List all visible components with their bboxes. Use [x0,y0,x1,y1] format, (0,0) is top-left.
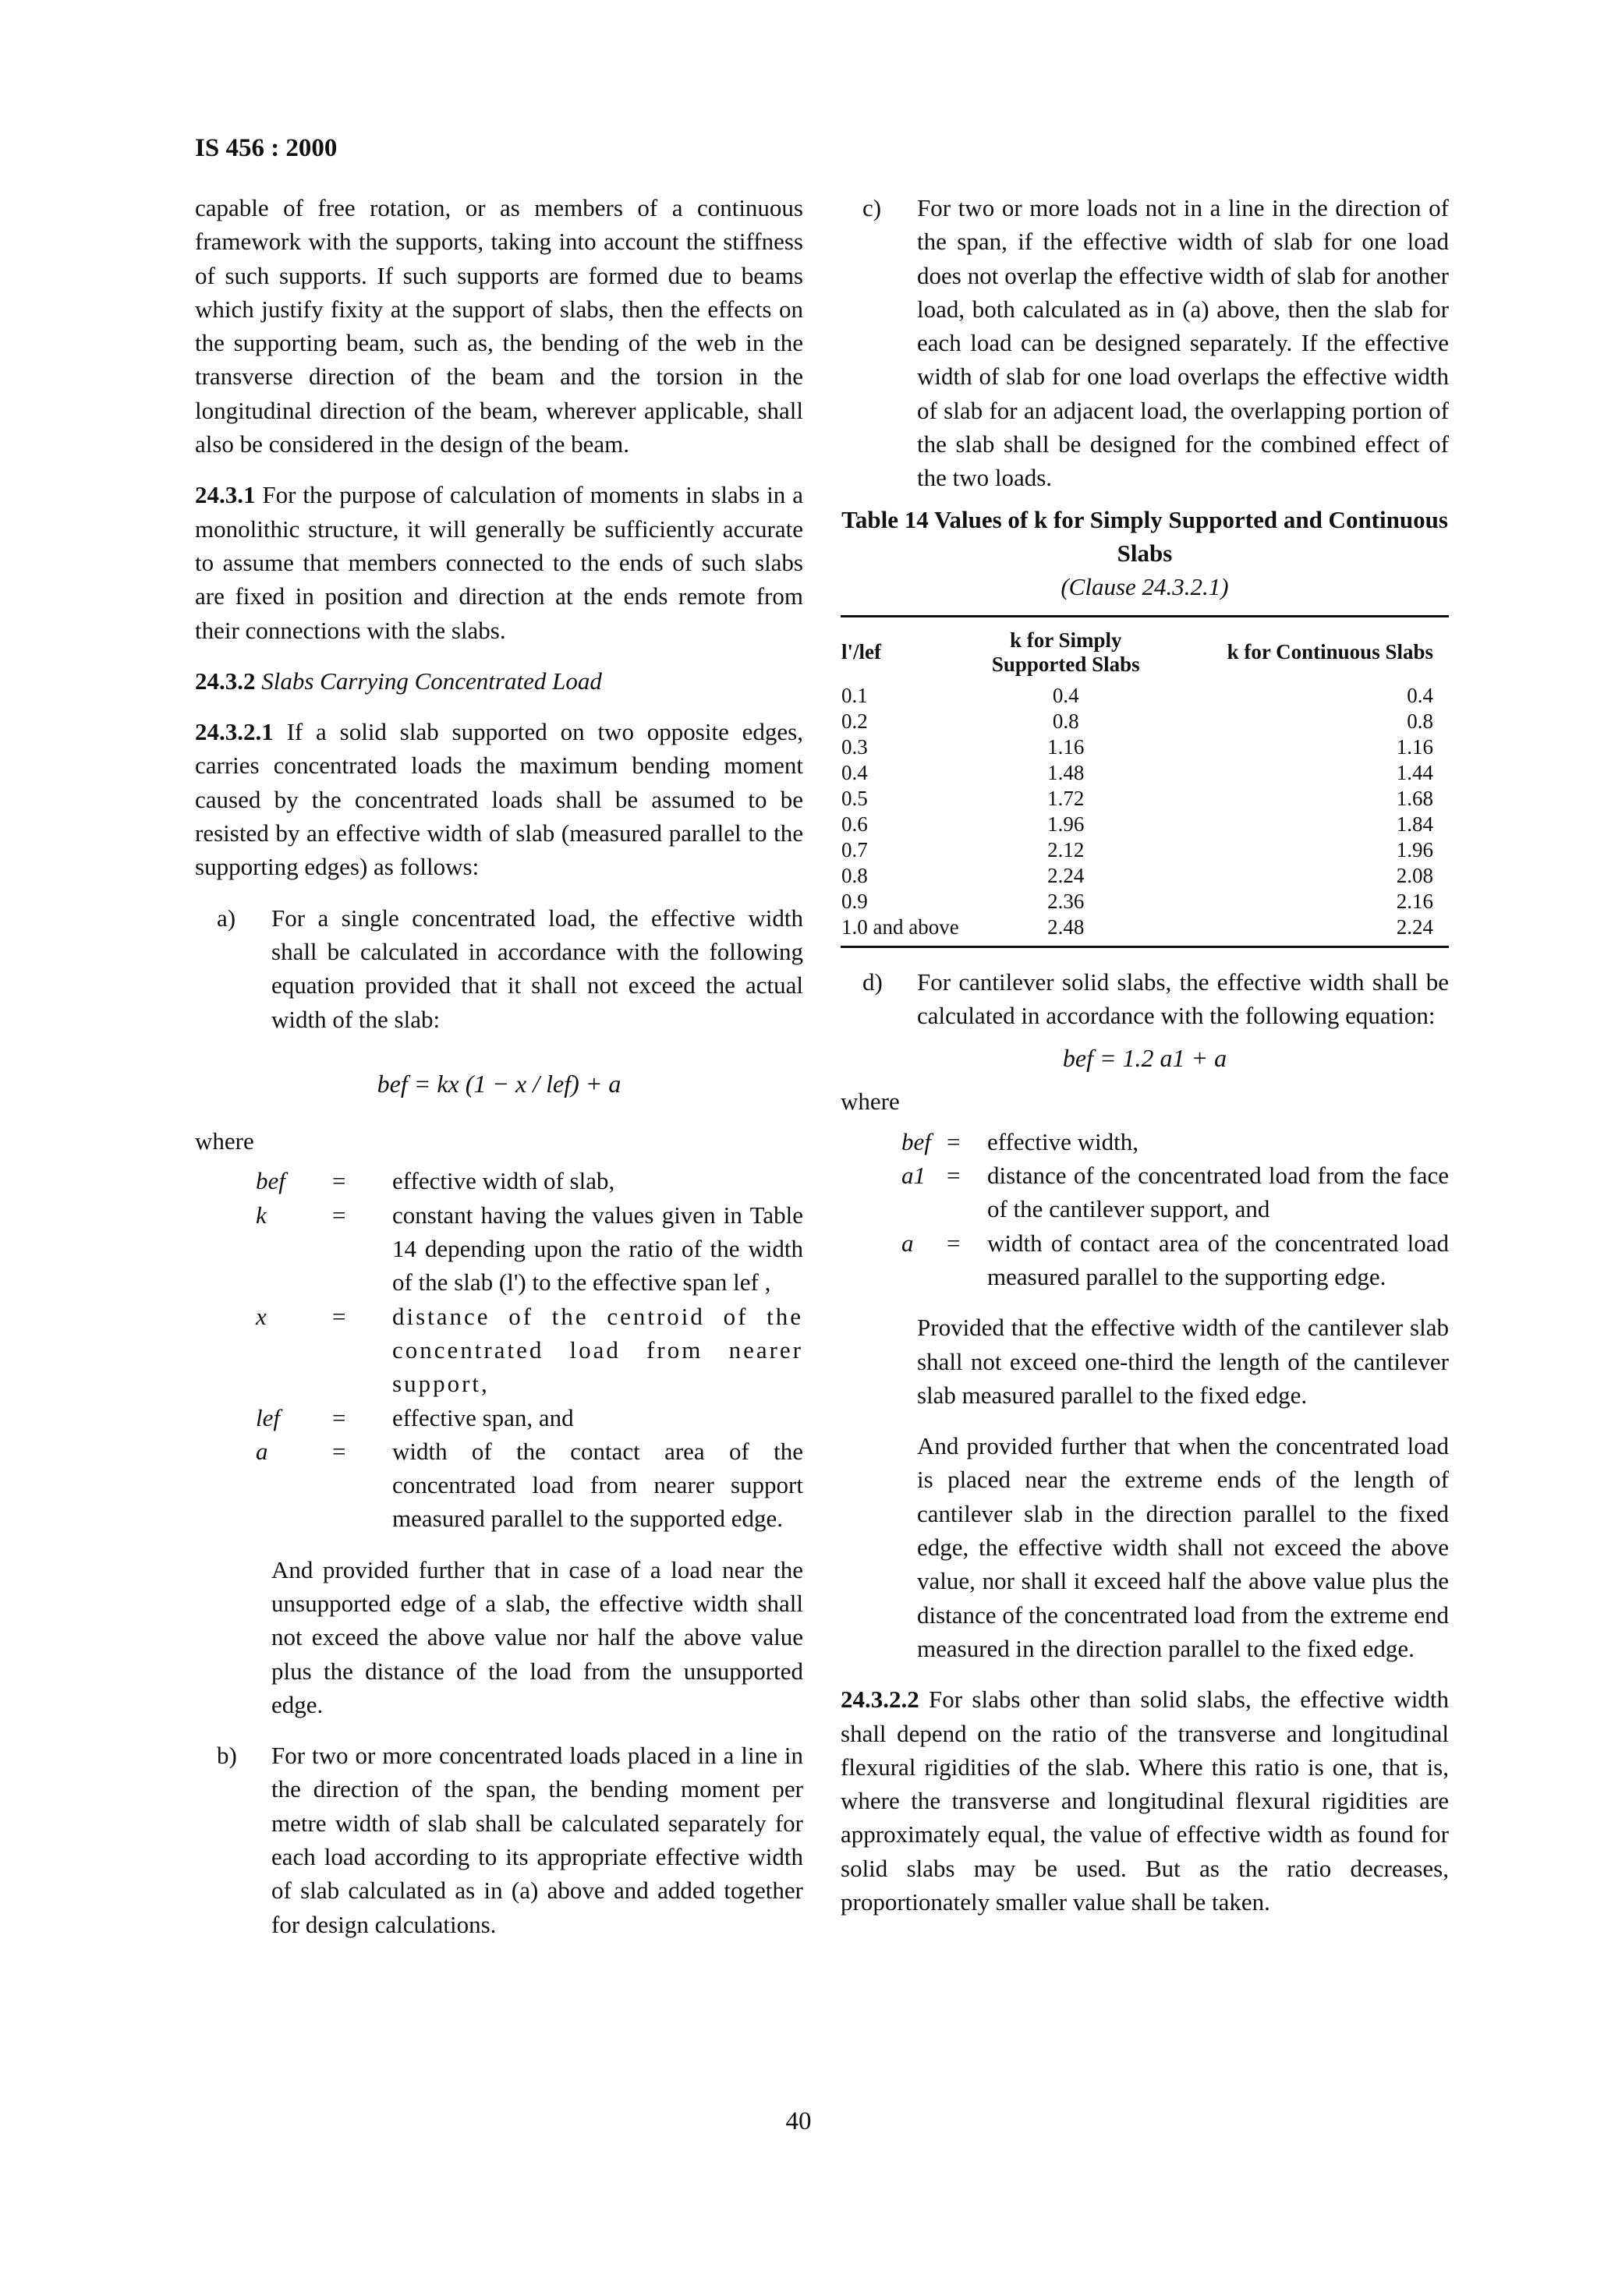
intro-paragraph: capable of free rotation, or as members of a continuous framework with the supports, taking into account the stiffness of such supports. If such supports are formed due to beams which justify fixity at the support of slabs, then the effects on the supporting beam, such as, the bending of the web in the transverse direction of the beam and the torsion in the longitudinal direction of the beam, wherever applicable, shall also be considered in the design of the beam. [195,194,803,458]
where-label: where [841,1088,900,1116]
table-row: 0.9 2.36 2.16 [841,889,1433,913]
item-c: c) For two or more loads not in a line in the direction of the span, if the effective width of slab for one load does not overlap the effective width of slab for another load, both calculated as in (a) above, then the slab for each load can be designed separately. If the effective width of slab for one load overlaps the effective width of slab for an adjacent load, the overlapping portion of the slab shall be designed for the combined effect of the two loads. [862,194,1449,492]
header-simply-supported: k for Simply Supported Slabs [970,616,1161,683]
item-a-proviso: And provided further that in case of a load near the unsupported edge of a slab, the effective width shall not exceed the above value nor half the above value plus the distance of the load from the unsupported edge. [271,1555,803,1718]
left-column [195,191,803,1941]
header-ratio: l'/lef [841,616,970,683]
table-14-caption [841,503,1449,604]
definition-bef: bef = effective width, [901,1127,1138,1155]
clause-24-3-1: 24.3.1 For the purpose of calculation of moments in slabs in a monolithic structure, it will generally be sufficiently accurate to assume that members connected to the ends of such slabs are fixed in position and direction at the ends remote from their connections with the slabs. [195,481,803,644]
effective-width-equation: bef = kx (1 − x / lef) + a [377,1069,621,1098]
clause-24-3-2-1: 24.3.2.1 If a solid slab supported on two opposite edges, carries concentrated loads the maximum bending moment caused by the concentrated loads shall be assumed to be resisted by an effective width of slab (measured parallel to the supporting edges) as follows: [195,718,803,881]
item-a: a) For a single concentrated load, the effective width shall be calculated in accordance with the following equation provided that it shall not exceed the actual width of the slab: [217,904,803,1033]
table-row: 0.6 1.96 1.84 [841,812,1433,836]
page-header: IS 456 : 2000 [195,134,338,162]
where-label: where [195,1127,254,1155]
definition-a: a = width of the contact area of the concentrated load from nearer support measured parallel to the supported edge. [256,1437,803,1533]
clause-24-3-2-heading: 24.3.2 Slabs Carrying Concentrated Load [195,667,602,695]
table-row: 0.4 1.48 1.44 [841,760,1433,784]
cantilever-proviso-2: And provided further that when the concentrated load is placed near the extreme ends of the length of cantilever slab in the direction parallel to the fixed edge, the effective width shall not exceed the above value, nor shall it exceed half the above value plus the distance of the concentrated load from the extreme end measured in the direction parallel to the fixed edge. [917,1432,1449,1662]
definitions-list [901,1125,1449,1293]
definition-a: a = width of contact area of the concentrated load measured parallel to the supporting edge. [901,1229,1449,1290]
cantilever-equation: bef = 1.2 a1 + a [1062,1044,1227,1073]
cantilever-proviso-1: Provided that the effective width of the cantilever slab shall not exceed one-third the length of the cantilever slab measured parallel to the fixed edge. [917,1314,1449,1409]
definition-lef: lef = effective span, and [256,1403,574,1431]
table-row: 1.0 and above 2.48 2.24 [841,915,1449,947]
item-d: d) For cantilever solid slabs, the effective width shall be calculated in accordance with the following equation: [862,968,1449,1029]
table-row: 0.3 1.16 1.16 [841,734,1433,759]
definition-x: x = distance of the centroid of the concentrated load from nearer support, [256,1302,803,1398]
table-clause: (Clause 24.3.2.1) [1061,573,1229,601]
table-row: 0.5 1.72 1.68 [841,786,1433,810]
definitions-list [256,1164,803,1535]
item-b: b) For two or more concentrated loads placed in a line in the direction of the span, the bending moment per metre width of slab shall be calculated separately for each load according to its appropriate effective width of slab calculated as in (a) above and added together for design calculations. [217,1742,803,1938]
table-row: 0.7 2.12 1.96 [841,837,1433,861]
clause-number: 24.3.1 [195,481,256,509]
page-number: 40 [785,2107,812,2135]
table-header-row [841,616,1449,683]
table-row: 0.1 0.4 0.4 [841,683,1433,707]
table-row: 0.8 2.24 2.08 [841,863,1433,887]
table-14 [841,615,1449,948]
table-title: Table 14 Values of k for Simply Supported and Continuous Slabs [841,505,1448,567]
clause-24-3-2-2: 24.3.2.2 For slabs other than solid slabs, the effective width shall depend on the ratio of the transverse and longitudinal flexural rigidities of the slab. Where this ratio is one, that is, where the transverse and longitudinal flexural rigidities are approximately equal, the value of effective width as found for solid slabs may be used. But as the ratio decreases, proportionately smaller value shall be taken. [841,1686,1449,1916]
definition-bef: bef = effective width of slab, [256,1167,615,1195]
definition-a1: a1 = distance of the concentrated load from the face of the cantilever support, and [901,1162,1449,1223]
definition-k: k = constant having the values given in Table 14 depending upon the ratio of the width of the slab (l') to the effective span lef , [256,1201,803,1297]
right-column [841,191,1449,1919]
table-row: 0.2 0.8 0.8 [841,709,1433,733]
header-continuous: k for Continuous Slabs [1161,616,1449,683]
